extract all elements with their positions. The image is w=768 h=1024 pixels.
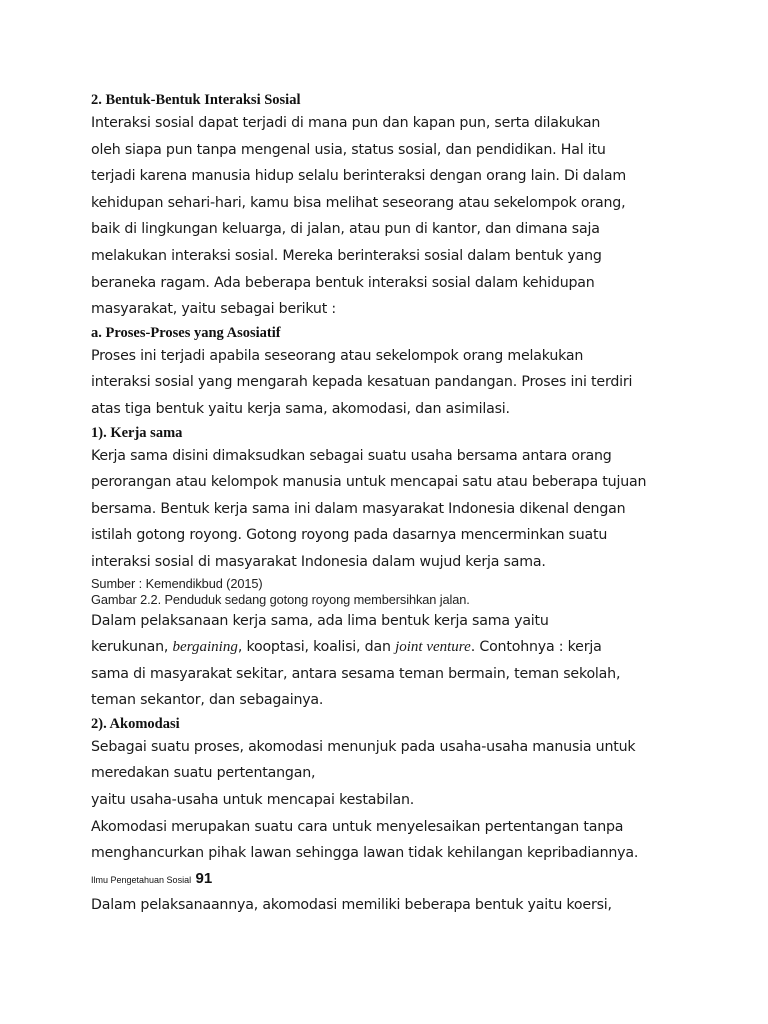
text-line: beraneka ragam. Ada beberapa bentuk interaksi sosial dalam kehidupan (91, 274, 595, 291)
text-line: oleh siapa pun tanpa mengenal usia, status sosial, dan pendidikan. Hal itu (91, 141, 606, 158)
text-line: Interaksi sosial dapat terjadi di mana pun dan kapan pun, serta dilakukan (91, 115, 601, 131)
text-line: Dalam pelaksanaannya, akomodasi memiliki beberapa bentuk yaitu koersi, (91, 896, 612, 913)
subsection-heading: a. Proses-Proses yang Asosiatif (91, 324, 281, 341)
text-line: menghancurkan pihak lawan sehingga lawan tidak kehilangan kepribadiannya. (91, 845, 639, 862)
footer-title: Ilmu Pengetahuan Sosial (91, 874, 192, 885)
text-line: bersama. Bentuk kerja sama ini dalam masyarakat Indonesia dikenal dengan (91, 500, 626, 517)
page-number: 91 (195, 869, 213, 887)
text-line (91, 634, 731, 661)
text-line: teman sekantor, dan sebagainya. (91, 692, 324, 709)
text-line: kehidupan sehari-hari, kamu bisa melihat seseorang atau sekelompok orang, (91, 194, 626, 211)
kerja-sama-paragraph (91, 443, 731, 576)
akomodasi-paragraph (91, 734, 731, 867)
pelaksanaan-paragraph (91, 608, 731, 714)
text-line: interaksi sosial yang mengarah kepada kesatuan pandangan. Proses ini terdiri (91, 374, 633, 391)
page-footer (91, 867, 731, 892)
text-line: atas tiga bentuk yaitu kerja sama, akomodasi, dan asimilasi. (91, 400, 510, 417)
text-line: interaksi sosial di masyarakat Indonesia dalam wujud kerja sama. (91, 553, 546, 570)
text-line: masyarakat, yaitu sebagai berikut : (91, 301, 336, 318)
text-run: , kooptasi, koalisi, dan (237, 639, 396, 656)
italic-term: joint venture (395, 639, 471, 656)
text-line: yaitu usaha-usaha untuk mencapai kestabilan. (91, 792, 415, 809)
text-line: melakukan interaksi sosial. Mereka berinteraksi sosial dalam bentuk yang (91, 247, 602, 264)
text-line: terjadi karena manusia hidup selalu berinteraksi dengan orang lain. Di dalam (91, 168, 626, 185)
text-run: kerukunan, (91, 639, 173, 656)
text-line: meredakan suatu pertentangan, (91, 765, 316, 782)
italic-term: bergaining (172, 639, 238, 656)
text-line: sama di masyarakat sekitar, antara sesama teman bermain, teman sekolah, (91, 665, 621, 682)
asosiatif-paragraph (91, 343, 731, 423)
intro-paragraph (91, 110, 731, 323)
text-line: baik di lingkungan keluarga, di jalan, atau pun di kantor, dan dimana saja (91, 221, 600, 238)
text-line: Kerja sama disini dimaksudkan sebagai suatu usaha bersama antara orang (91, 447, 612, 464)
document-page (91, 90, 731, 918)
figure-caption: Gambar 2.2. Penduduk sedang gotong royong membersihkan jalan. (91, 591, 470, 607)
text-line: istilah gotong royong. Gotong royong pada dasarnya mencerminkan suatu (91, 527, 608, 544)
text-line: Proses ini terjadi apabila seseorang atau sekelompok orang melakukan (91, 347, 584, 364)
text-line: Dalam pelaksanaan kerja sama, ada lima bentuk kerja sama yaitu (91, 612, 549, 629)
akomodasi-heading: 2). Akomodasi (91, 715, 180, 732)
text-line: Sebagai suatu proses, akomodasi menunjuk pada usaha-usaha manusia untuk (91, 738, 636, 755)
text-line: Akomodasi merupakan suatu cara untuk menyelesaikan pertentangan tanpa (91, 818, 624, 835)
kerja-sama-heading: 1). Kerja sama (91, 424, 183, 441)
text-run: . Contohnya : kerja (470, 639, 602, 656)
text-line: perorangan atau kelompok manusia untuk mencapai satu atau beberapa tujuan (91, 474, 647, 491)
section-heading: 2. Bentuk-Bentuk Interaksi Sosial (91, 92, 301, 108)
figure-source: Sumber : Kemendikbud (2015) (91, 575, 263, 591)
